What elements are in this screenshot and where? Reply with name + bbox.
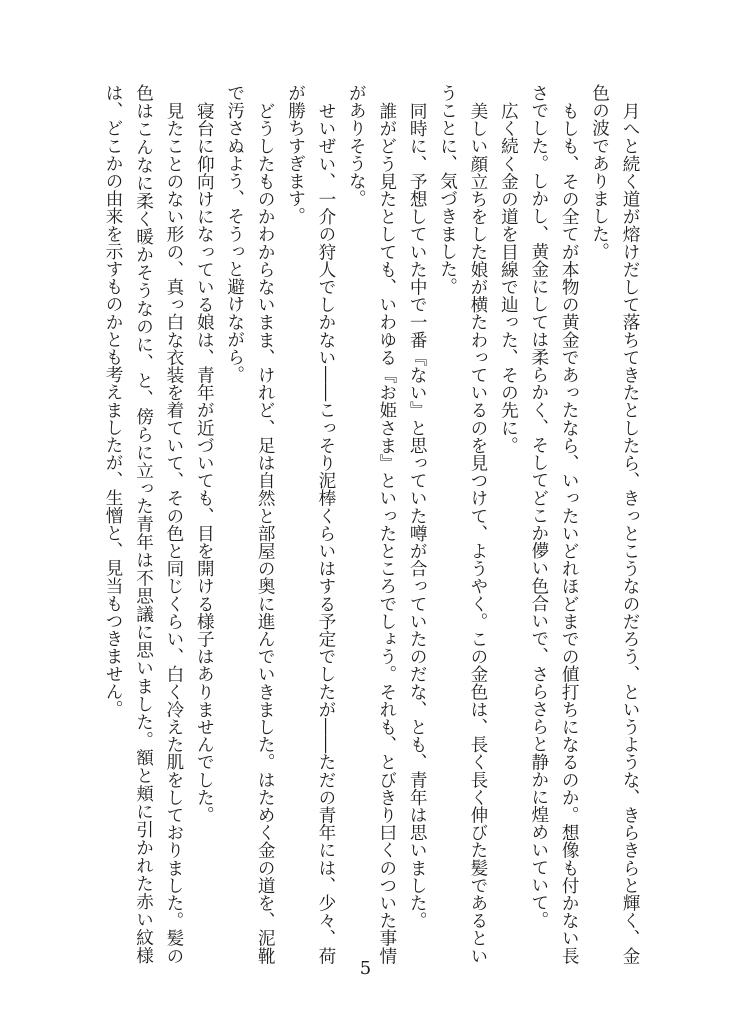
paragraph-7: せいぜい、一介の狩人でしかない――こっそり泥棒くらいはする予定でしたが――ただの青年には、少々、荷が勝ちすぎます。 <box>285 84 336 964</box>
vertical-text-block <box>98 84 645 964</box>
paragraph-6: 誰がどう見たとしても、いわゆる『お姫さま』といったところでしょう。それも、とびきり曰くのついた事情がありそうな。 <box>346 84 397 964</box>
paragraph-5: 同時に、予想していた中で一番『ない』と思っていた噂が合っていたのだな、とも、青年は思いました。 <box>407 101 428 929</box>
paragraph-1: 月へと続く道が熔けだして落ちてきたとしたら、きっとこうなのだろう、というような、きらきらと輝く、金色の波でありました。 <box>589 84 640 964</box>
paragraph-4: 美しい顔立ちをした娘が横たわっているのを見つけて、ようやく。この金色は、長く長く伸びた髪であるということに、気づきました。 <box>437 84 488 964</box>
page-number: 5 <box>359 958 372 979</box>
paragraph-9: 寝台に仰向けになっている娘は、青年が近づいても、目を開ける様子はありませんでした。 <box>194 101 215 824</box>
paragraph-3: 広く続く金の道を目線で辿った、その先に。 <box>498 101 519 454</box>
paragraph-10: 見たことのない形の、真っ白な衣装を着ていて、その色と同じくらい、白く冷えた肌をしておりました。髪の色はこんなに柔く暖かそうなのに、と、傍らに立った青年は不思議に思いました。額と頬に引かれた赤い紋様は、どこかの由来を示すものかとも考えましたが、生憎と、見当もつきません。 <box>103 84 184 964</box>
paragraph-2: もしも、その全てが本物の黄金であったなら、いったいどれほどまでの値打ちになるのか。想像も付かない長さでした。しかし、黄金にしては柔らかく、そしてどこか儚い色合いで、さらさらと静かに煌めいていて。 <box>528 84 580 964</box>
paragraph-8: どうしたものかわからないまま、けれど、足は自然と部屋の奥に進んでいきました。はためく金の道を、泥靴で汚さぬよう、そうっと避けながら。 <box>224 84 276 964</box>
